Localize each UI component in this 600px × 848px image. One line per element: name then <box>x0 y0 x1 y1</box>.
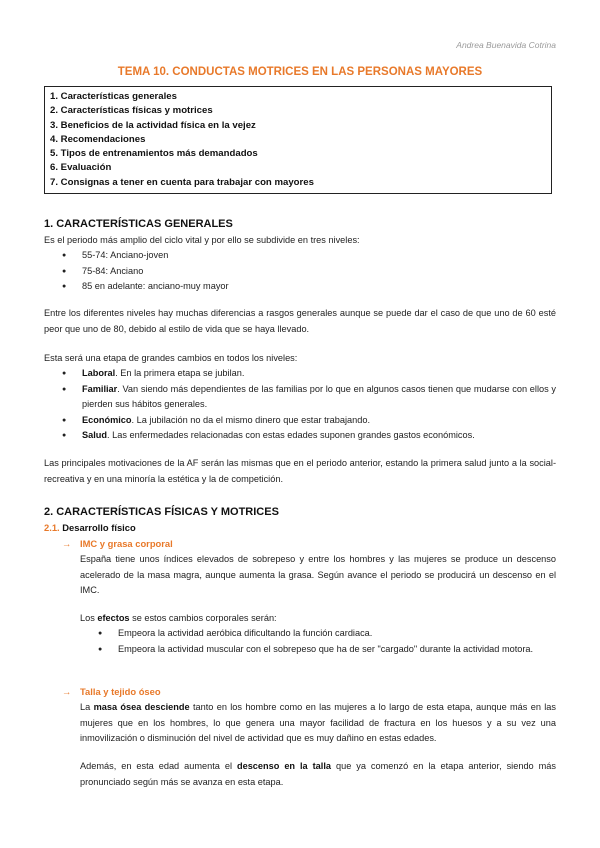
list-item: ● Empeora la actividad aeróbica dificultando la función cardiaca. <box>98 626 556 642</box>
paragraph: Esta será una etapa de grandes cambios en todos los niveles: <box>44 353 298 363</box>
term: Familiar <box>82 383 118 394</box>
section-heading: 2. CARACTERÍSTICAS FÍSICAS Y MOTRICES <box>44 506 279 518</box>
subsection-number: 2.1. <box>44 522 60 533</box>
term: Económico <box>82 414 132 425</box>
paragraph: Es el periodo más amplio del ciclo vital y por ello se subdivide en tres niveles: <box>44 235 360 245</box>
section-heading: 1. CARACTERÍSTICAS GENERALES <box>44 218 233 230</box>
list-item: ● Económico. La jubilación no da el mismo dinero que estar trabajando. <box>62 413 556 429</box>
toc-item: 1. Características generales <box>50 91 177 102</box>
topic-heading: → IMC y grasa corporal <box>62 538 173 549</box>
topic-heading: → Talla y tejido óseo <box>62 686 161 697</box>
toc-item: 7. Consignas a tener en cuenta para trabajar con mayores <box>50 176 314 188</box>
toc-item: 5. Tipos de entrenamientos más demandados <box>50 148 258 160</box>
changes-list <box>62 366 556 444</box>
term: Salud <box>82 430 108 440</box>
term: Laboral <box>82 368 116 378</box>
list-item: ● Familiar. Van siendo más dependientes de las familias por lo que en algunos casos tienen que mudarse con ellos y pierden sus hábitos generales. <box>62 382 556 413</box>
list-item: ● Empeora la actividad muscular con el sobrepeso que ha de ser "cargado" durante la actividad motora. <box>98 642 556 658</box>
toc-item: 6. Evaluación <box>50 162 112 174</box>
page-title: TEMA 10. CONDUCTAS MOTRICES EN LAS PERSONAS MAYORES <box>117 66 483 78</box>
list-item: ● 85 en adelante: anciano-muy mayor <box>62 279 542 295</box>
table-of-contents <box>44 86 552 194</box>
effects-list <box>98 626 556 657</box>
subsection-title: Desarrollo físico <box>62 522 136 533</box>
paragraph: Los efectos se estos cambios corporales serán: <box>80 613 277 623</box>
paragraph: Las principales motivaciones de la AF serán las mismas que en el periodo anterior, estando la primera salud junto a la social-recreativa y en una minoría la estética y la de competición. <box>44 458 556 484</box>
list-item: ● 75-84: Anciano <box>62 264 542 280</box>
author-header: Andrea Buenavida Cotrina <box>456 40 556 50</box>
list-item: ● Laboral. En la primera etapa se jubilan. <box>62 366 556 382</box>
list-item: ● Salud. Las enfermedades relacionadas con estas edades suponen grandes gastos económicos. <box>62 428 556 444</box>
toc-item: 2. Características físicas y motrices <box>50 105 213 117</box>
list-item: ● 55-74: Anciano-joven <box>62 248 542 264</box>
subsection-heading <box>44 522 136 533</box>
paragraph: España tiene unos índices elevados de sobrepeso y entre los hombres y las mujeres se produce un descenso acelerado de la masa magra, aunque aumenta la grasa. Según avance el periodo se producirá un descenso en el IMC. <box>80 554 556 595</box>
arrow-icon: → <box>62 686 72 697</box>
paragraph: La masa ósea desciende tanto en los hombre como en las mujeres a lo largo de esta etapa, aunque más en las mujeres que en los hombres, lo que genera una mayor facilidad de fractura en los huesos y a su vez una inmovilización o disminución del nivel de actividad que es muy dañino en estas edades. <box>80 702 557 743</box>
levels-list <box>62 248 542 295</box>
paragraph: Además, en esta edad aumenta el descenso en la talla que ya comenzó en la etapa anterior, siendo más pronunciado según más se avanza en esta etapa. <box>80 761 556 787</box>
arrow-icon: → <box>62 538 72 549</box>
toc-item: 4. Recomendaciones <box>50 133 146 145</box>
toc-item: 3. Beneficios de la actividad física en la vejez <box>50 119 256 131</box>
paragraph: Entre los diferentes niveles hay muchas diferencias a rasgos generales aunque se puede dar el caso de que uno de 60 esté peor que uno de 80, debido al estilo de vida que se haya llevado. <box>44 308 556 334</box>
